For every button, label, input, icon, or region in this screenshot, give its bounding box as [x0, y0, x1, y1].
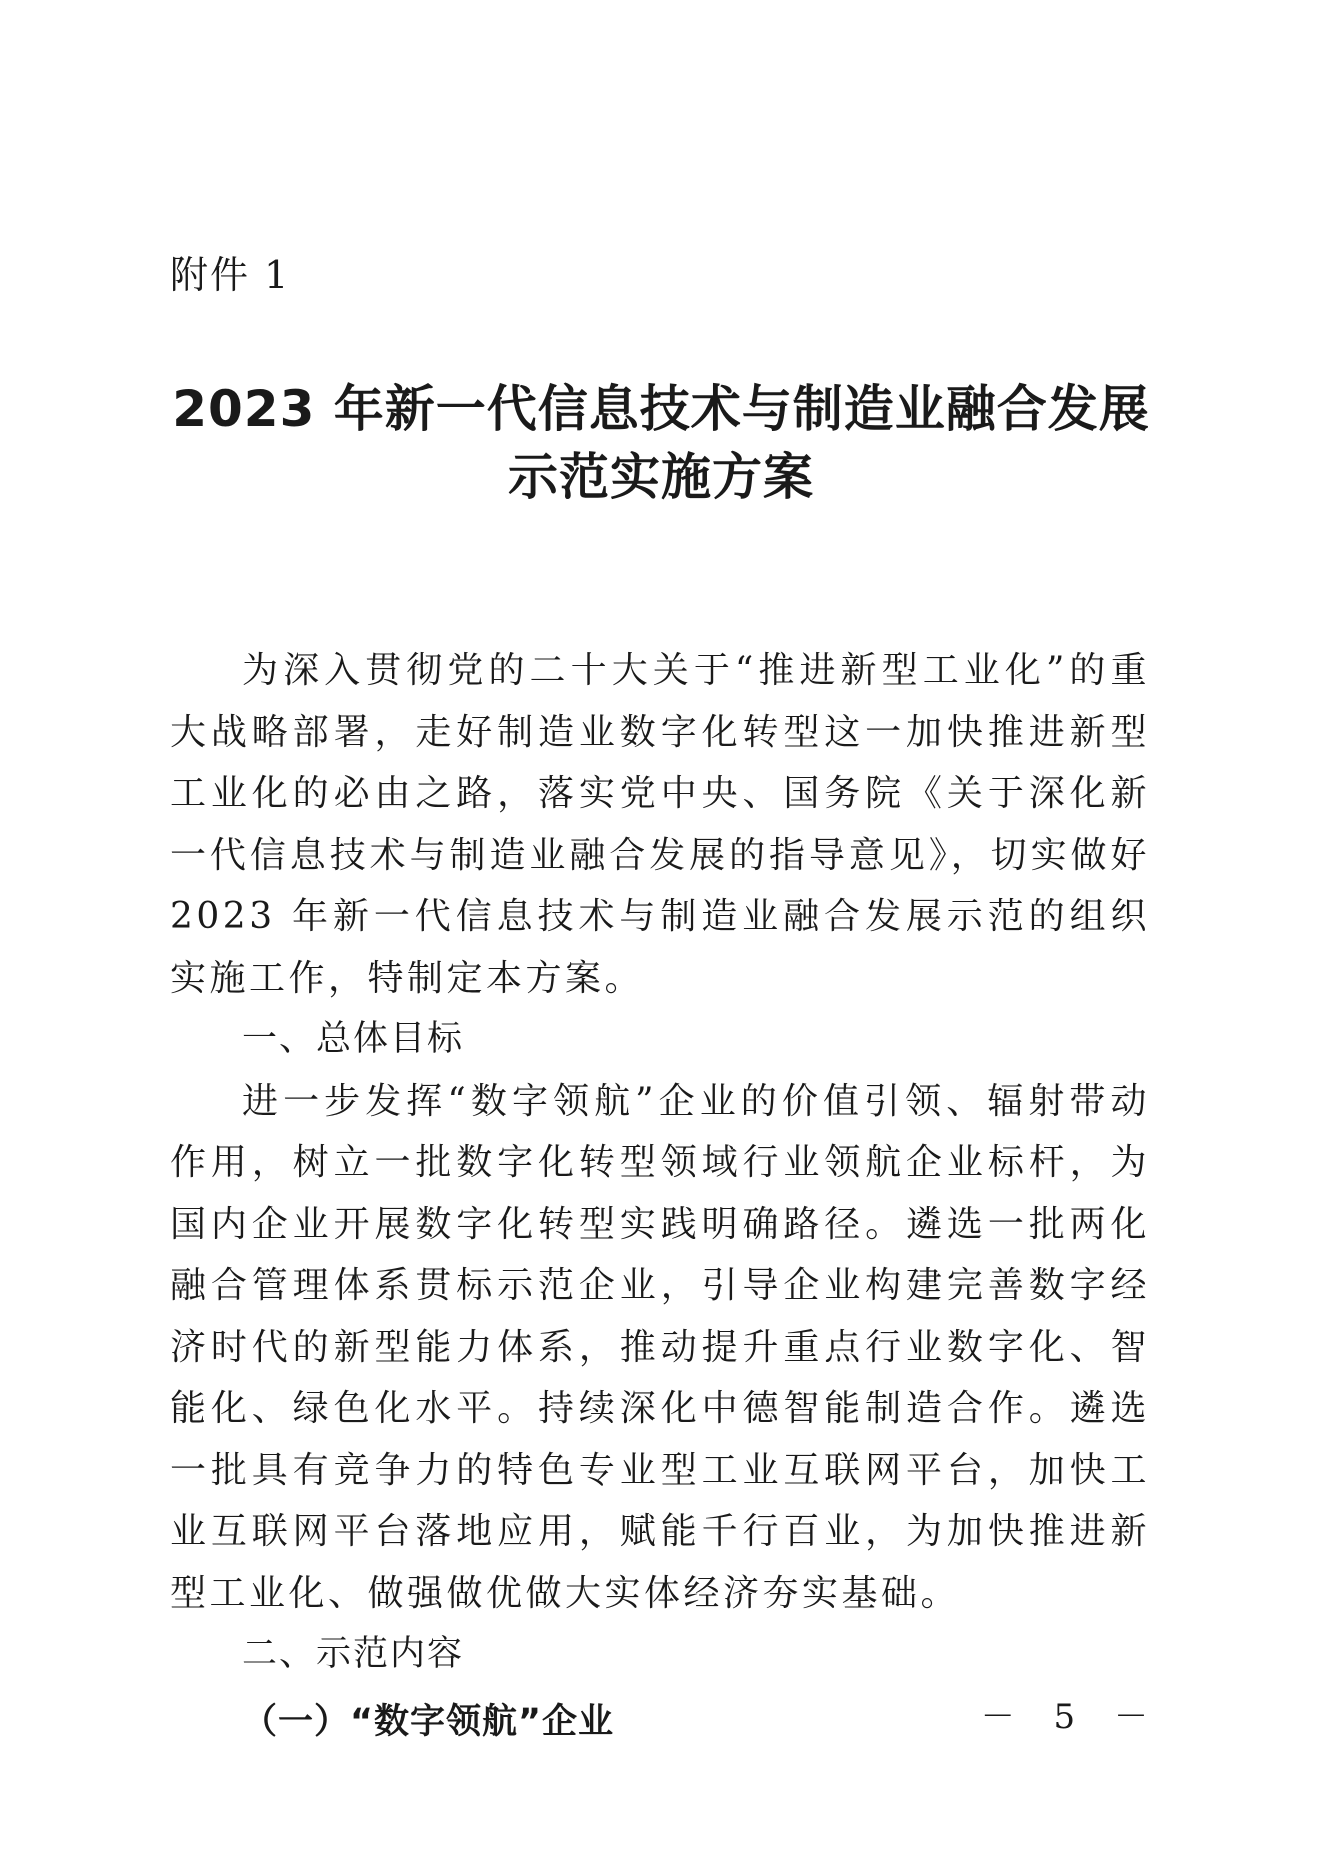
- title-line-1: 2023 年新一代信息技术与制造业融合发展: [172, 380, 1150, 438]
- attachment-label: 附件 1: [170, 253, 291, 297]
- section-heading-overall-goals: 一、总体目标: [242, 1019, 465, 1059]
- page-number: － 5 －: [980, 1697, 1162, 1737]
- document-body: [170, 640, 1150, 1753]
- subsection-heading-digital-leader: （一）“数字领航”企业: [242, 1701, 615, 1742]
- overall-goals-paragraph: 进一步发挥“数字领航”企业的价值引领、辐射带动作用，树立一批数字化转型领域行业领航企业标杆，为国内企业开展数字化转型实践明确路径。遴选一批两化融合管理体系贯标示范企业，引导企业构建完善数字经济时代的新型能力体系，推动提升重点行业数字化、智能化、绿色化水平。持续深化中德智能制造合作。遴选一批具有竞争力的特色专业型工业互联网平台，加快工业互联网平台落地应用，赋能千行百业，为加快推进新型工业化、做强做优做大实体经济夯实基础。: [170, 1080, 1150, 1614]
- intro-paragraph: 为深入贯彻党的二十大关于“推进新型工业化”的重大战略部署，走好制造业数字化转型这一加快推进新型工业化的必由之路，落实党中央、国务院《关于深化新一代信息技术与制造业融合发展的指导意见》，切实做好 2023 年新一代信息技术与制造业融合发展示范的组织实施工作，特制定本方案。: [170, 650, 1150, 999]
- document-title: [0, 375, 1322, 511]
- title-line-2: 示范实施方案: [508, 448, 814, 506]
- section-heading-demo-content: 二、示范内容: [242, 1634, 465, 1674]
